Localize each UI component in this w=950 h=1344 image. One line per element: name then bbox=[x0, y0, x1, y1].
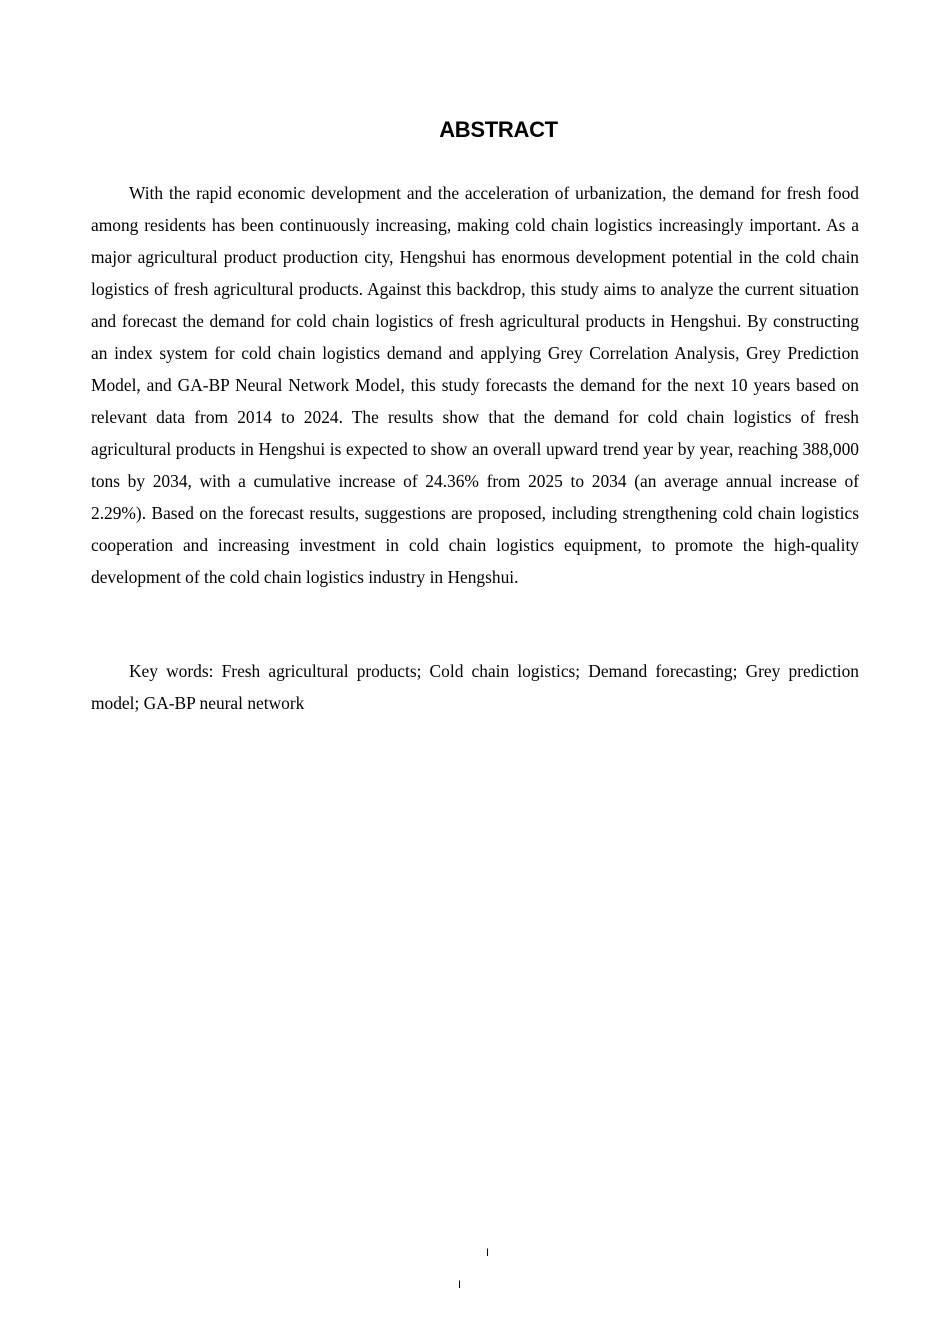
abstract-title: ABSTRACT bbox=[439, 117, 558, 142]
page-footer-marker: I bbox=[458, 1279, 462, 1291]
page-number-marker: I bbox=[486, 1247, 490, 1259]
abstract-paragraph: With the rapid economic development and the acceleration of urbanization, the demand for fresh food among residents has been continuously increasing, making cold chain logistics increasingly important. As a major agricultural product production city, Hengshui has enormous development potential in the cold chain logistics of fresh agricultural products. Against this backdrop, this study aims to analyze the current situation and forecast the demand for cold chain logistics of fresh agricultural products in Hengshui. By constructing an index system for cold chain logistics demand and applying Grey Correlation Analysis, Grey Prediction Model, and GA-BP Neural Network Model, this study forecasts the demand for the next 10 years based on relevant data from 2014 to 2024. The results show that the demand for cold chain logistics of fresh agricultural products in Hengshui is expected to show an overall upward trend year by year, reaching 388,000 tons by 2034, with a cumulative increase of 24.36% from 2025 to 2034 (an average annual increase of 2.29%). Based on the forecast results, suggestions are proposed, including strengthening cold chain logistics cooperation and increasing investment in cold chain logistics equipment, to promote the high-quality development of the cold chain logistics industry in Hengshui. bbox=[91, 183, 859, 587]
keywords-paragraph: Key words: Fresh agricultural products; Cold chain logistics; Demand forecasting; Grey prediction model; GA-BP neural network bbox=[91, 661, 859, 713]
